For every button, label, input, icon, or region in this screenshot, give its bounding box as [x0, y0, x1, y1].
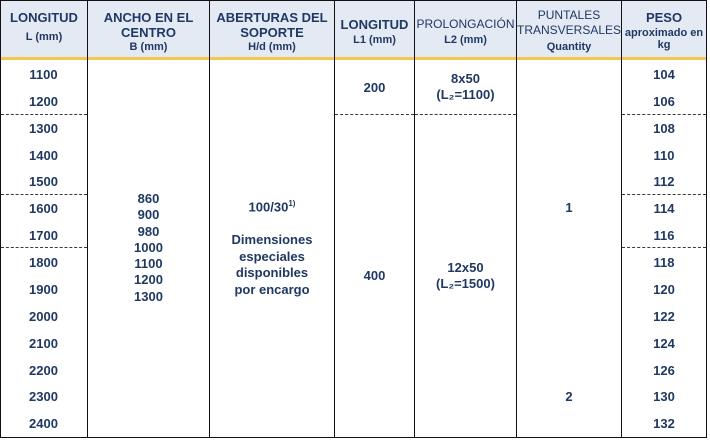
- ancho-value: 1200: [134, 272, 163, 288]
- column-separator: [516, 0, 517, 437]
- row-group-separator: [1, 247, 87, 248]
- length-cell: 2000: [29, 309, 58, 324]
- column-separator: [334, 0, 335, 437]
- weight-cell: 110: [653, 148, 675, 163]
- weight-cell: 108: [653, 121, 675, 136]
- header-longitud-unit: L (mm): [25, 31, 63, 43]
- length-cell: 1400: [29, 148, 58, 163]
- header-ancho-unit: B (mm): [129, 41, 168, 53]
- prolongacion-b-sub: (L₂=1500): [436, 276, 495, 291]
- row-group-separator: [415, 114, 516, 115]
- header-ancho-title: ANCHO EN EL CENTRO: [103, 10, 194, 40]
- weight-cell: 130: [653, 389, 675, 404]
- prolongacion-a-main: 8x50: [451, 71, 480, 86]
- length-cell: 1900: [29, 282, 58, 297]
- puntales-value-b: 2: [565, 389, 573, 404]
- aberturas-footnote: 1): [288, 199, 296, 208]
- header-longitud1-title: LONGITUD: [340, 17, 409, 32]
- ancho-value: 980: [137, 223, 160, 239]
- header-puntales-title: PUNTALES TRANSVERSALES: [517, 8, 622, 37]
- aberturas-note: Dimensiones especiales disponibles por encargo: [231, 232, 313, 297]
- row-group-separator: [335, 114, 414, 115]
- length-cell: 2300: [29, 389, 58, 404]
- prolongacion-a-sub: (L₂=1100): [436, 87, 495, 102]
- row-group-separator: [622, 194, 706, 195]
- length-cell: 1700: [29, 228, 58, 243]
- weight-cell: 112: [653, 174, 675, 189]
- l1-value-a: 200: [363, 80, 386, 95]
- length-cell: 1300: [29, 121, 58, 136]
- length-cell: 1200: [29, 94, 58, 109]
- prolongacion-a: [415, 71, 516, 103]
- header-prolongacion-title: PROLONGACIÓN: [416, 17, 515, 31]
- length-cell: 2200: [29, 363, 58, 378]
- header-longitud-title: LONGITUD: [10, 10, 78, 25]
- row-group-separator: [622, 114, 706, 115]
- length-cell: 2100: [29, 336, 58, 351]
- header-longitud1-unit: L1 (mm): [353, 34, 396, 46]
- prolongacion-b: [415, 260, 516, 292]
- l1-value-b: 400: [363, 268, 386, 283]
- aberturas-main: 100/30: [248, 199, 289, 215]
- aberturas-value: [210, 199, 334, 214]
- row-group-separator: [622, 247, 706, 248]
- puntales-value-a: 1: [565, 200, 573, 215]
- weight-cell: 106: [653, 94, 675, 109]
- row-group-separator: [1, 194, 87, 195]
- ancho-value: 860: [137, 191, 160, 206]
- weight-cell: 114: [653, 201, 675, 216]
- header-peso-unit: aproximado en kg: [624, 27, 704, 51]
- header-aberturas-title: ABERTURAS DEL SOPORTE: [216, 10, 328, 40]
- ancho-value: 1000: [134, 239, 163, 255]
- ancho-value: 1300: [134, 288, 163, 304]
- weight-cell: 118: [653, 255, 675, 270]
- ancho-value: 900: [137, 207, 160, 223]
- weight-cell: 126: [653, 363, 675, 378]
- header-prolongacion-unit: L2 (mm): [444, 34, 487, 46]
- weight-cell: 132: [653, 416, 675, 431]
- ancho-value: 1100: [134, 256, 163, 272]
- weight-cell: 122: [653, 309, 675, 324]
- length-cell: 1500: [29, 174, 58, 189]
- prolongacion-b-main: 12x50: [447, 260, 484, 275]
- length-cell: 1100: [29, 67, 58, 82]
- weight-cell: 124: [653, 336, 675, 351]
- header-puntales-unit: Quantity: [546, 41, 592, 53]
- weight-cell: 120: [653, 282, 675, 297]
- column-separator: [209, 0, 210, 437]
- length-cell: 1600: [29, 201, 58, 216]
- length-cell: 1800: [29, 255, 58, 270]
- header-peso-title: PESO: [645, 10, 683, 25]
- ancho-values: [88, 191, 209, 305]
- weight-cell: 104: [653, 67, 675, 82]
- weight-cell: 116: [653, 228, 675, 243]
- header-aberturas-unit: H/d (mm): [248, 41, 296, 53]
- column-separator: [414, 0, 415, 437]
- row-group-separator: [1, 114, 87, 115]
- length-cell: 2400: [29, 416, 58, 431]
